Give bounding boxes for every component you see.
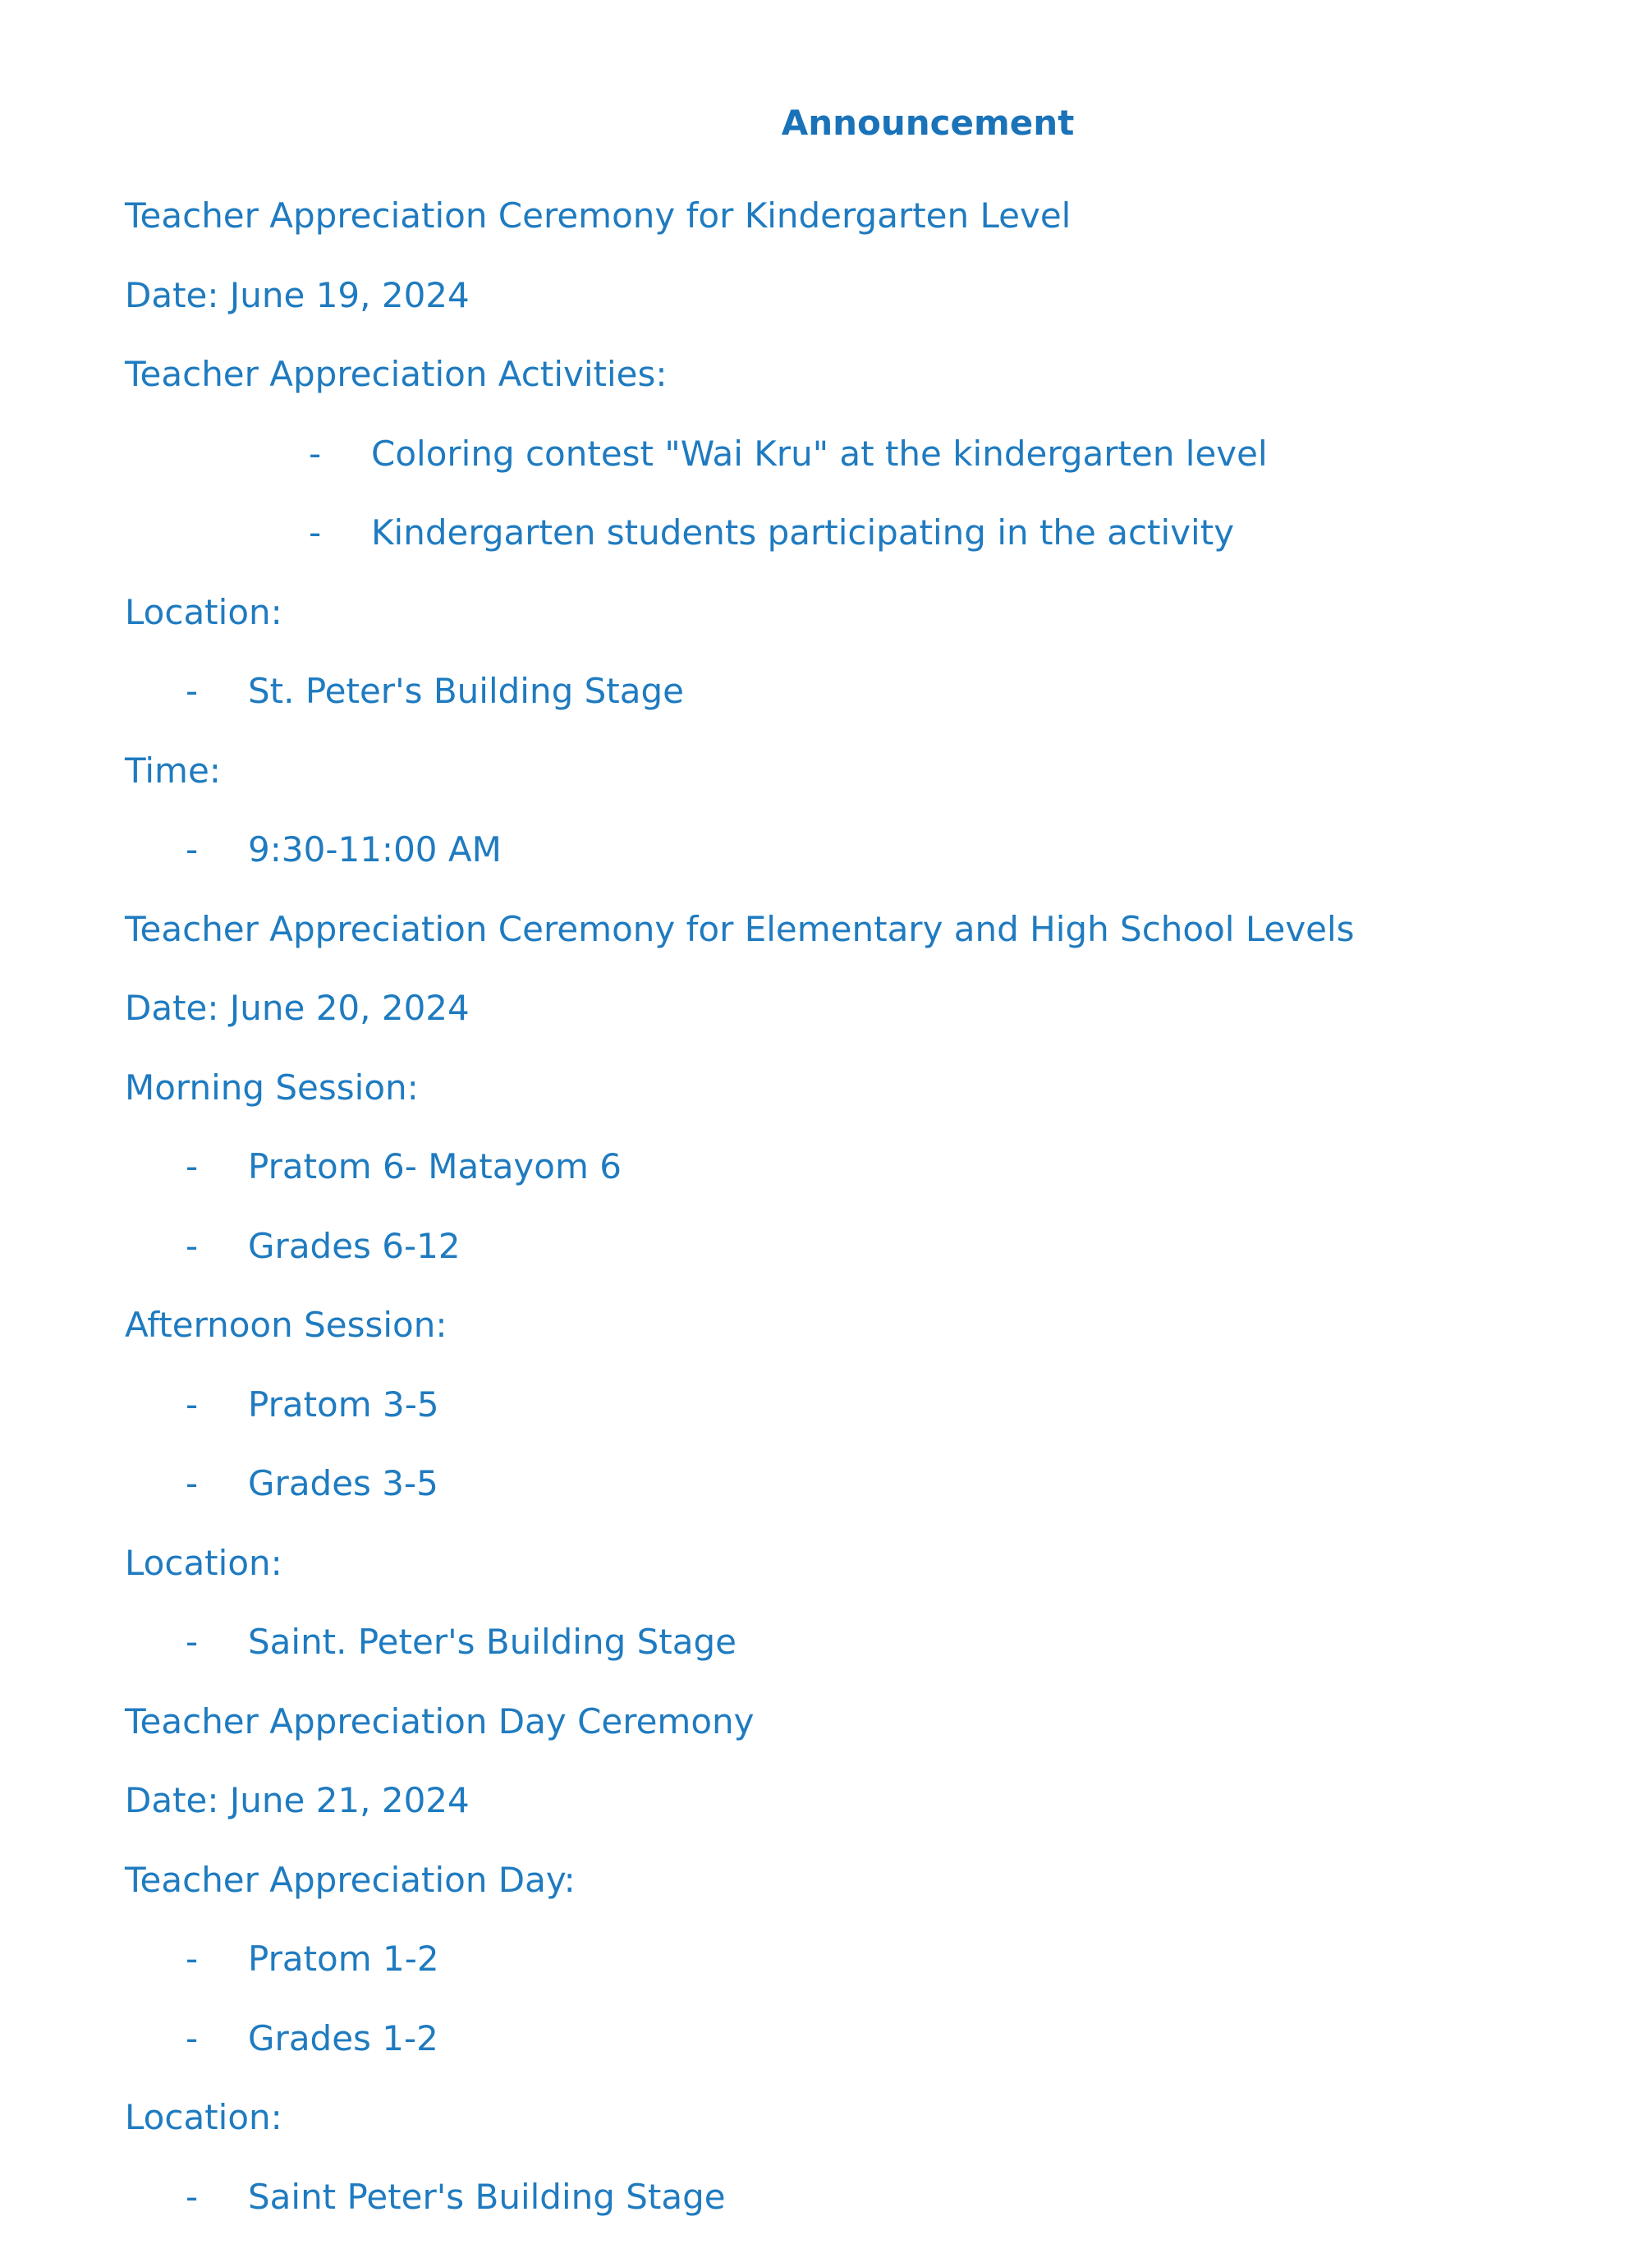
page-title: Announcement: [781, 103, 1075, 143]
list-item-location: [125, 1603, 1603, 1682]
bullet-dash: -: [186, 671, 199, 711]
date-line-appreciation-day: Date: June 21, 2024: [125, 1780, 470, 1820]
list-item-time: [125, 810, 1603, 890]
list-item-activity: [125, 415, 1603, 494]
list-item-text: Saint Peter's Building Stage: [248, 2176, 726, 2217]
list-item-activity: [125, 493, 1603, 573]
location-label-kindergarten: Location:: [125, 591, 282, 632]
list-item-morning: [125, 1127, 1603, 1207]
list-item-text: St. Peter's Building Stage: [248, 671, 684, 711]
location-label-appreciation-day: Location:: [125, 2097, 282, 2137]
bullet-dash: -: [309, 512, 322, 553]
list-item-text: Grades 3-5: [248, 1463, 438, 1503]
list-item-day: [125, 1999, 1603, 2079]
bullet-dash: -: [186, 1622, 199, 1662]
location-label-elementary-high: Location:: [125, 1542, 282, 1583]
list-item-text: Grades 6-12: [248, 1225, 461, 1266]
bullet-dash: -: [186, 1939, 199, 1979]
bullet-dash: -: [186, 2017, 199, 2058]
list-item-morning: [125, 1207, 1603, 1287]
bullet-dash: -: [186, 2176, 199, 2217]
list-item-text: Saint. Peter's Building Stage: [248, 1622, 737, 1662]
bullet-dash: -: [186, 1384, 199, 1425]
appreciation-day-label: Teacher Appreciation Day:: [125, 1859, 576, 1900]
list-item-text: Pratom 3-5: [248, 1384, 439, 1425]
activities-label: Teacher Appreciation Activities:: [125, 354, 668, 394]
afternoon-session-label: Afternoon Session:: [125, 1305, 447, 1345]
bullet-dash: -: [186, 1146, 199, 1186]
morning-session-label: Morning Session:: [125, 1067, 419, 1108]
section-heading-elementary-high: Teacher Appreciation Ceremony for Elementary and High School Levels: [125, 908, 1355, 949]
document-body: [125, 177, 1603, 2237]
time-label: Time:: [125, 750, 221, 791]
list-item-text: Pratom 6- Matayom 6: [248, 1146, 622, 1186]
list-item-location: [125, 2158, 1603, 2237]
list-item-text: Grades 1-2: [248, 2017, 438, 2058]
bullet-dash: -: [186, 1463, 199, 1503]
list-item-text: 9:30-11:00 AM: [248, 829, 502, 870]
date-line-elementary-high: Date: June 20, 2024: [125, 988, 470, 1028]
bullet-dash: -: [186, 1225, 199, 1266]
list-item-afternoon: [125, 1444, 1603, 1524]
list-item-text: Kindergarten students participating in the activity: [371, 512, 1235, 553]
section-heading-kindergarten: Teacher Appreciation Ceremony for Kindergarten Level: [125, 195, 1072, 236]
section-heading-appreciation-day: Teacher Appreciation Day Ceremony: [125, 1700, 755, 1742]
list-item-text: Coloring contest "Wai Kru" at the kindergarten level: [371, 433, 1268, 474]
bullet-dash: -: [186, 829, 199, 870]
list-item-text: Pratom 1-2: [248, 1939, 439, 1979]
list-item-day: [125, 1920, 1603, 1999]
list-item-location: [125, 652, 1603, 732]
bullet-dash: -: [309, 433, 322, 474]
list-item-afternoon: [125, 1365, 1603, 1445]
date-line-kindergarten: Date: June 19, 2024: [125, 274, 470, 315]
